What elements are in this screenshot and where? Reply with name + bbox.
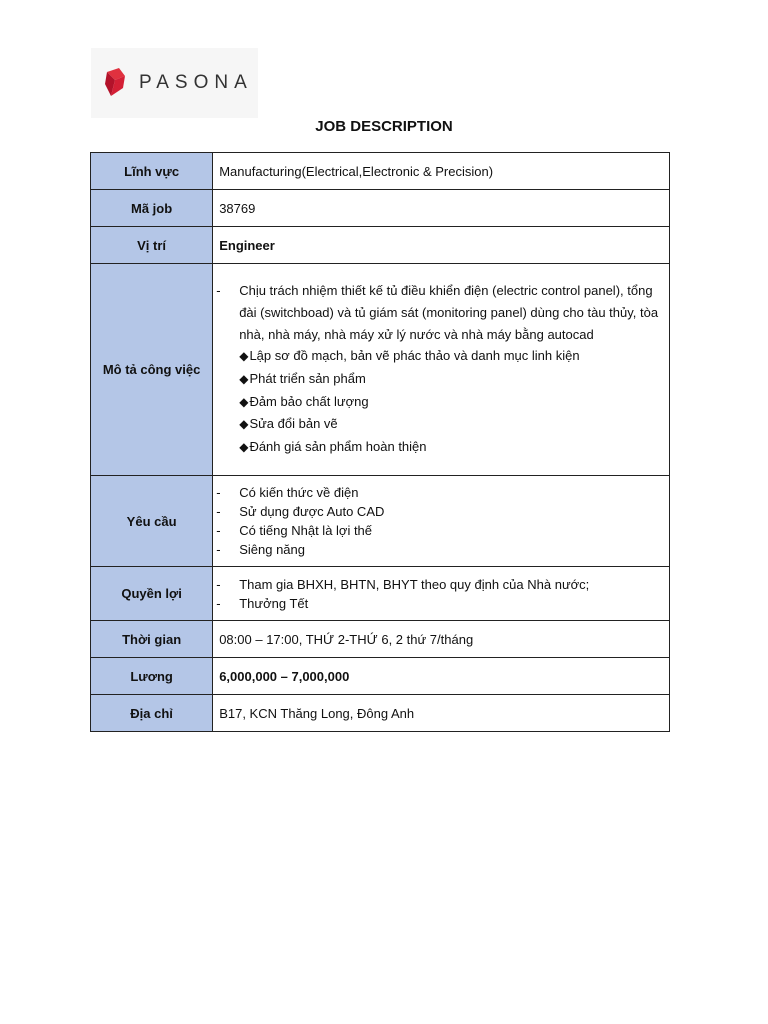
value-yeu-cau [213,476,670,567]
list-item: - Thưởng Tết [216,595,309,611]
row-dia-chi [91,695,670,732]
value-quyen-loi [213,567,670,621]
list-item: - Chịu trách nhiệm thiết kế tủ điều khiển điện (electric control panel), tổng đài (switchboad) và tủ giám sát (monitoring panel) dùng cho tàu thủy, tòa nhà, nhà máy, nhà máy xử lý nước và nhà máy bằng autocad [216,283,659,342]
value-thoi-gian: 08:00 – 17:00, THỨ 2-THỨ 6, 2 thứ 7/tháng [213,621,670,658]
value-ma-job: 38769 [213,190,670,227]
task-item: ◆Phát triển sản phẩm [239,371,366,386]
diamond-bullet-icon: ◆ [239,372,249,386]
label-dia-chi: Địa chỉ [91,695,213,732]
task-item: ◆Sửa đổi bản vẽ [239,416,338,432]
document-title: JOB DESCRIPTION [315,118,453,135]
value-dia-chi: B17, KCN Thăng Long, Đông Anh [213,695,670,732]
task-item: ◆Đảm bảo chất lượng [239,393,369,409]
row-thoi-gian [91,621,670,658]
row-quyen-loi [91,567,670,621]
diamond-bullet-icon: ◆ [239,417,249,432]
requirements-list [216,483,663,559]
diamond-bullet-icon: ◆ [239,394,249,409]
value-mo-ta [213,264,670,476]
value-luong: 6,000,000 – 7,000,000 [213,658,670,695]
task-item: ◆Đánh giá sản phẩm hoàn thiện [239,439,427,455]
list-item: - Siêng năng [216,542,305,557]
row-yeu-cau [91,476,670,567]
company-logo [91,48,258,118]
label-vi-tri: Vị trí [91,227,213,264]
label-luong: Lương [91,658,213,695]
label-quyen-loi: Quyền lợi [91,567,213,621]
row-mo-ta [91,264,670,476]
list-item: - Có kiến thức về điện [216,485,359,500]
label-thoi-gian: Thời gian [91,621,213,658]
benefits-list [216,575,663,613]
value-linh-vuc: Manufacturing(Electrical,Electronic & Precision) [213,153,670,190]
pasona-logo-icon [105,68,127,98]
diamond-bullet-icon: ◆ [239,349,249,364]
list-item: - Sử dụng được Auto CAD [216,504,385,519]
label-linh-vuc: Lĩnh vực [91,153,213,190]
diamond-bullet-icon: ◆ [239,440,249,455]
label-ma-job: Mã job [91,190,213,227]
label-yeu-cau: Yêu cầu [91,476,213,567]
row-linh-vuc [91,153,670,190]
row-luong [91,658,670,695]
logo-text: PASONA [139,72,253,93]
description-main: Chịu trách nhiệm thiết kế tủ điều khiển điện (electric control panel), tổng đài (switchboad) và tủ giám sát (monitoring panel) dùng cho tàu thủy, tòa nhà, nhà máy, nhà máy xử lý nước và nhà máy bằng autocad [239,283,659,342]
value-vi-tri: Engineer [213,227,670,264]
task-item: ◆Lập sơ đồ mạch, bản vẽ phác thảo và danh mục linh kiện [239,348,580,364]
row-vi-tri [91,227,670,264]
description-list [216,280,663,345]
row-ma-job [91,190,670,227]
list-item: - Có tiếng Nhật là lợi thế [216,523,373,538]
label-mo-ta: Mô tả công việc [91,264,213,476]
list-item: - Tham gia BHXH, BHTN, BHYT theo quy định của Nhà nước; [216,576,590,592]
job-description-table [90,152,670,732]
